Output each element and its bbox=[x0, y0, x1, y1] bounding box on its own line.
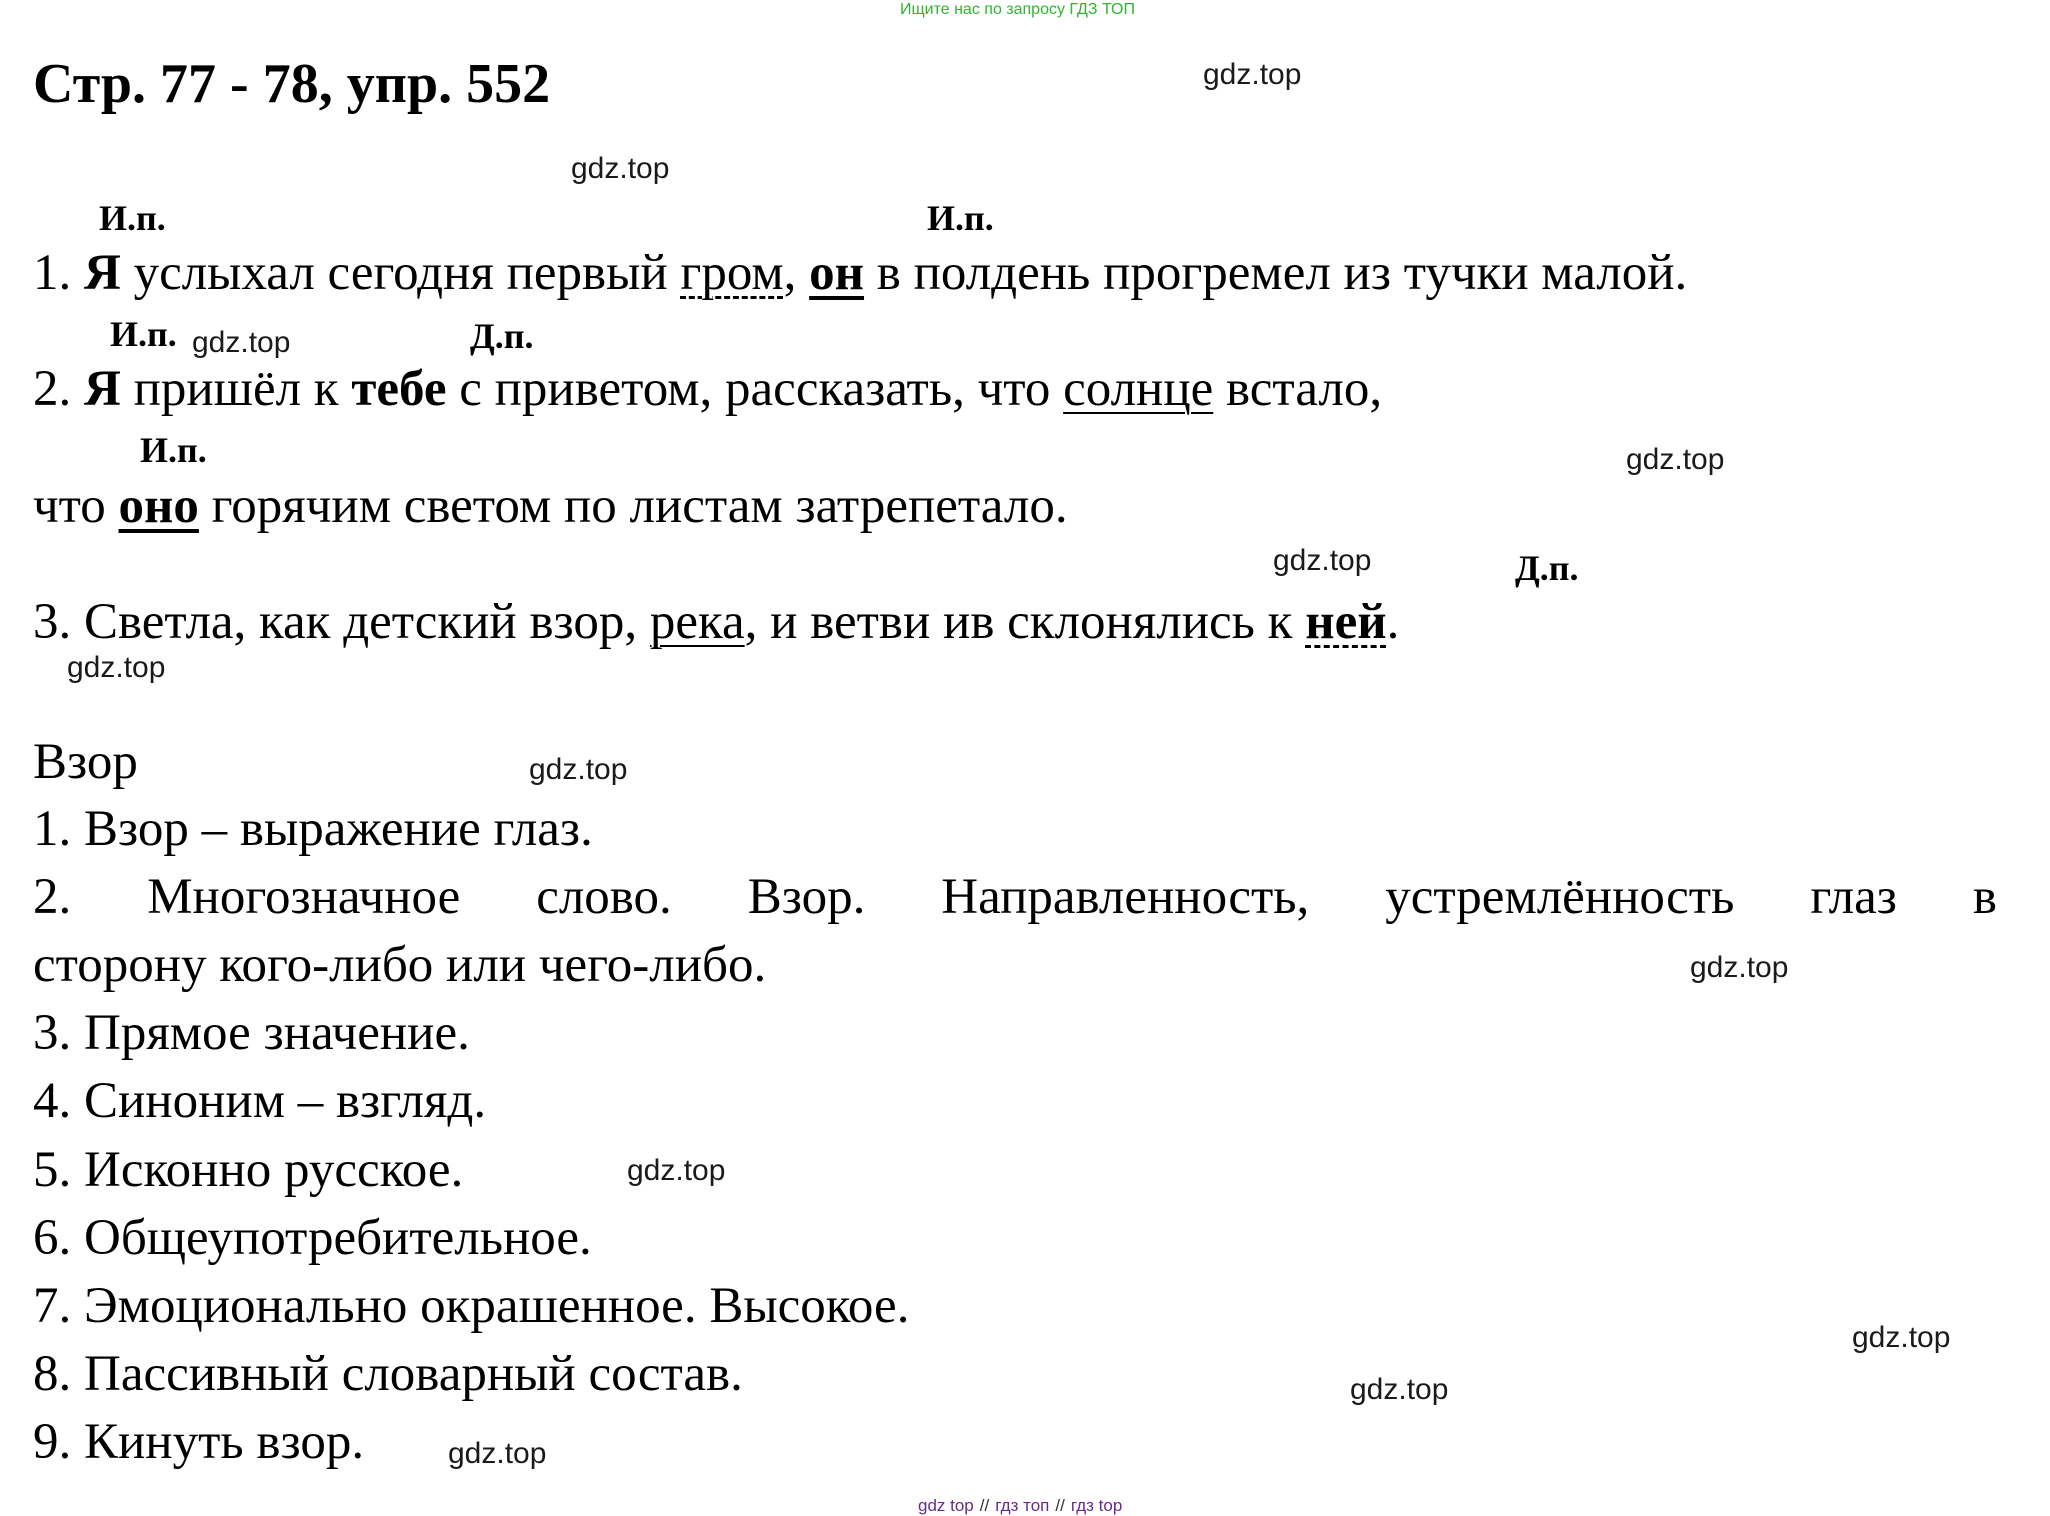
noun-grom: гром bbox=[680, 245, 784, 301]
analysis-item: сторону кого-либо или чего-либо. bbox=[33, 937, 767, 993]
footer-link[interactable]: gdz top bbox=[918, 1496, 974, 1515]
case-label-ip: И.п. bbox=[140, 430, 207, 470]
footer-separator: // bbox=[979, 1496, 990, 1515]
text-fragment: с приветом, рассказать, что bbox=[459, 361, 1051, 417]
watermark: gdz.top bbox=[529, 753, 628, 786]
analysis-word-token: Многозначное bbox=[147, 869, 461, 925]
analysis-item: 3. Прямое значение. bbox=[33, 1005, 470, 1061]
text-fragment: в полдень прогремел из тучки малой. bbox=[876, 245, 1688, 301]
analysis-item-2 bbox=[33, 869, 1997, 925]
watermark: gdz.top bbox=[571, 152, 670, 185]
analysis-item: 9. Кинуть взор. bbox=[33, 1414, 365, 1470]
analysis-word-token: глаз bbox=[1810, 869, 1897, 925]
footer bbox=[918, 1496, 1122, 1516]
case-label-dp: Д.п. bbox=[1515, 548, 1579, 588]
text-fragment: , bbox=[783, 245, 797, 301]
watermark: gdz.top bbox=[1626, 443, 1725, 476]
pronoun-ono: оно bbox=[118, 478, 199, 534]
text-fragment: . bbox=[1386, 594, 1400, 650]
case-label-dp: Д.п. bbox=[470, 316, 534, 356]
footer-separator: // bbox=[1055, 1496, 1065, 1515]
watermark: gdz.top bbox=[1690, 951, 1789, 984]
watermark: gdz.top bbox=[1203, 58, 1302, 91]
text-fragment: , и ветви ив склонялись к bbox=[744, 594, 1293, 650]
footer-link[interactable]: гдз top bbox=[1070, 1496, 1123, 1515]
analysis-item: 5. Исконно русское. bbox=[33, 1142, 464, 1198]
top-note: Ищите нас по запросу ГДЗ ТОП bbox=[900, 1, 1135, 18]
sentence-1 bbox=[33, 245, 1688, 301]
text-fragment: горячим светом по листам затрепетало. bbox=[211, 478, 1068, 534]
pronoun-tebe: тебе bbox=[351, 361, 447, 417]
analysis-item: 4. Синоним – взгляд. bbox=[33, 1073, 487, 1129]
watermark: gdz.top bbox=[1273, 544, 1372, 577]
sentence-number: 1. bbox=[33, 245, 72, 301]
analysis-item: 7. Эмоционально окрашенное. Высокое. bbox=[33, 1278, 910, 1334]
analysis-item: 1. Взор – выражение глаз. bbox=[33, 801, 593, 857]
analysis-word-token: Взор. bbox=[747, 869, 866, 925]
analysis-word-token: в bbox=[1972, 869, 1997, 925]
pronoun-on: он bbox=[809, 245, 865, 301]
text-fragment: Светла, как детский взор, bbox=[84, 594, 638, 650]
analysis-word-token: Направленность, bbox=[941, 869, 1310, 925]
case-label-ip: И.п. bbox=[110, 314, 177, 354]
pronoun-ya: Я bbox=[84, 245, 121, 301]
sentence-number: 2. bbox=[33, 361, 72, 417]
text-fragment: встало, bbox=[1226, 361, 1383, 417]
analysis-word: Взор bbox=[33, 734, 138, 790]
analysis-item: 8. Пассивный словарный состав. bbox=[33, 1346, 743, 1402]
watermark: gdz.top bbox=[67, 651, 166, 684]
text-fragment: услыхал сегодня первый bbox=[133, 245, 668, 301]
footer-link[interactable]: гдз топ bbox=[995, 1496, 1050, 1515]
sentence-3 bbox=[33, 594, 1400, 650]
analysis-item: 6. Общеупотребительное. bbox=[33, 1210, 592, 1266]
watermark: gdz.top bbox=[1852, 1321, 1951, 1354]
noun-solnce: солнце bbox=[1063, 361, 1214, 417]
analysis-word-token: 2. bbox=[33, 869, 72, 925]
sentence-2-continued bbox=[33, 478, 1068, 534]
page-title: Стр. 77 - 78, упр. 552 bbox=[33, 53, 551, 115]
case-label-ip: И.п. bbox=[99, 198, 166, 238]
analysis-word-token: устремлённость bbox=[1385, 869, 1735, 925]
text-fragment: что bbox=[33, 478, 106, 534]
watermark: gdz.top bbox=[627, 1154, 726, 1187]
sentence-2 bbox=[33, 361, 1383, 417]
case-label-ip: И.п. bbox=[927, 198, 994, 238]
pronoun-ya: Я bbox=[84, 361, 121, 417]
text-fragment: пришёл к bbox=[133, 361, 339, 417]
watermark: gdz.top bbox=[1350, 1373, 1449, 1406]
watermark: gdz.top bbox=[192, 326, 291, 359]
watermark: gdz.top bbox=[448, 1437, 547, 1470]
pronoun-ney: ней bbox=[1305, 594, 1387, 650]
analysis-word-token: слово. bbox=[536, 869, 672, 925]
noun-reka: река bbox=[649, 594, 745, 650]
sentence-number: 3. bbox=[33, 594, 72, 650]
